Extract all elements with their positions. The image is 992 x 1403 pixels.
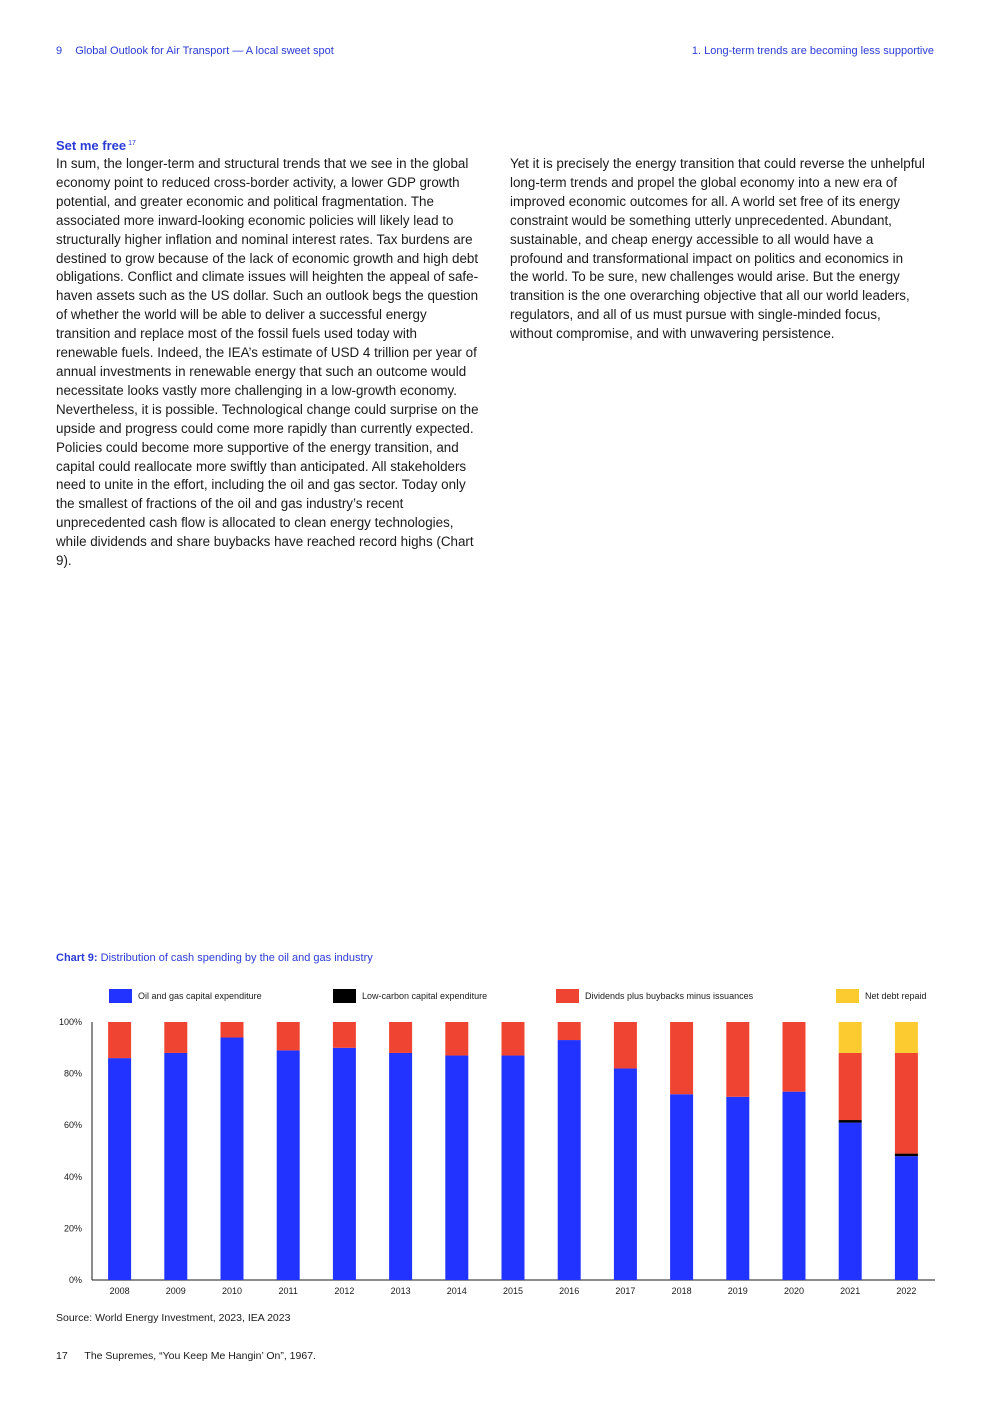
bar-segment-2015-s0 [502,1056,525,1280]
right-column [510,155,925,344]
legend-label: Net debt repaid [865,991,927,1001]
bar-segment-2012-s2 [333,1022,356,1048]
bar-segment-2013-s2 [389,1022,412,1053]
y-tick-label: 80% [63,1068,82,1079]
left-column [56,155,481,571]
bar-segment-2021-s1 [839,1120,862,1123]
chart-title [56,952,373,964]
legend-item-low-carbon-capex [333,989,487,1003]
y-tick-label: 0% [68,1275,82,1285]
bar-segment-2016-s0 [558,1040,581,1280]
stacked-bar-chart [0,1010,992,1305]
legend-item-net-debt [836,989,927,1003]
x-tick-label: 2011 [278,1286,298,1296]
body-paragraph-right: Yet it is precisely the energy transition that could reverse the unhelpful long-term trends and propel the global economy into a new era of improved economic outcomes for all. A world set free of its energy constraint would be something utterly unprecedented. Abundant, sustainable, and cheap energy accessible to all would have a profound and transformational impact on politics and economics in the world. To be sure, new challenges would arise. But the energy transition is the one overarching objective that all our world leaders, regulators, and all of us must pursue with single-minded focus, without compromise, and with unwavering persistence. [510,156,925,342]
bar-segment-2014-s0 [445,1056,468,1280]
bar-segment-2022-s1 [895,1154,918,1157]
chart-label: Chart 9: [56,952,98,964]
x-tick-label: 2019 [727,1286,748,1296]
bar-segment-2011-s0 [277,1050,300,1280]
bar-segment-2008-s2 [108,1022,131,1058]
running-header-section: 1. Long-term trends are becoming less supportive [691,45,934,57]
bar-segment-2022-s2 [895,1053,918,1154]
x-tick-label: 2012 [334,1286,355,1296]
section-title-text: Set me free [56,138,127,153]
bar-segment-2012-s0 [333,1048,356,1280]
legend-label: Oil and gas capital expenditure [138,991,262,1001]
bar-segment-2022-s0 [895,1156,918,1280]
page-number: 9 [56,45,63,57]
legend-label: Dividends plus buybacks minus issuances [585,991,754,1001]
y-tick-label: 20% [63,1223,82,1234]
x-tick-label: 2014 [446,1286,467,1296]
legend-swatch [109,989,132,1003]
x-tick-label: 2022 [896,1286,917,1296]
legend-item-dividends [556,989,753,1003]
bar-segment-2009-s0 [164,1053,187,1280]
y-tick-label: 40% [63,1171,82,1182]
bar-segment-2019-s0 [726,1097,749,1280]
chart-legend [0,989,992,1005]
bar-segment-2008-s0 [108,1058,131,1280]
footnote [56,1350,316,1362]
x-tick-label: 2016 [559,1286,580,1296]
x-tick-label: 2017 [615,1286,636,1296]
bar-segment-2018-s0 [670,1094,693,1280]
bar-segment-2017-s0 [614,1068,637,1280]
bar-segment-2019-s2 [726,1022,749,1097]
chart-source: Source: World Energy Investment, 2023, IEA 2023 [56,1312,291,1324]
section-title [56,138,136,153]
bar-segment-2016-s2 [558,1022,581,1040]
running-header-left [56,45,334,57]
bar-segment-2021-s2 [839,1053,862,1120]
bar-segment-2014-s2 [445,1022,468,1056]
x-tick-label: 2020 [783,1286,805,1296]
bar-segment-2022-s3 [895,1022,918,1053]
x-tick-label: 2008 [109,1286,130,1296]
body-paragraph-left: In sum, the longer-term and structural trends that we see in the global economy point to reduced cross-border activity, a lower GDP growth potential, and greater economic and political fragmentation. The associated more inward-looking economic policies will likely lead to structurally higher inflation and nominal interest rates. Tax burdens are destined to grow because of the lack of economic growth and high debt obligations. Conflict and climate issues will heighten the appeal of safe-haven assets such as the US dollar. Such an outlook begs the question of whether the world will be able to deliver a successful energy transition and replace most of the fossil fuels used today with renewable fuels. Indeed, the IEA’s estimate of USD 4 trillion per year of annual investments in renewable energy that such an outcome would necessitate looks vastly more challenging in a low-growth economy. Nevertheless, it is possible. Technological change could surprise on the upside and progress could come more rapidly than currently expected. Policies could become more supportive of the energy transition, and capital could reallocate more swiftly than anticipated. All stakeholders need to unite in the effort, including the oil and gas sector. Today only the smallest of fractions of the oil and gas industry’s recent unprecedented cash flow is allocated to clean energy technologies, while dividends and share buybacks have reached record highs (Chart 9). [56,156,479,569]
chart-title-text: Distribution of cash spending by the oil and gas industry [100,952,373,964]
y-tick-label: 100% [58,1017,82,1027]
legend-swatch [556,989,579,1003]
bar-segment-2017-s2 [614,1022,637,1068]
bar-segment-2013-s0 [389,1053,412,1280]
footnote-text: The Supremes, “You Keep Me Hangin’ On”, 1967. [84,1350,316,1362]
document-title: Global Outlook for Air Transport — A local sweet spot [75,45,334,57]
footnote-ref[interactable]: 17 [128,139,136,147]
legend-label: Low-carbon capital expenditure [362,991,488,1001]
bar-segment-2011-s2 [277,1022,300,1050]
bar-segment-2021-s3 [839,1022,862,1053]
bar-segment-2010-s0 [221,1037,244,1280]
x-tick-label: 2013 [390,1286,411,1296]
bar-segment-2009-s2 [164,1022,187,1053]
x-tick-label: 2015 [502,1286,524,1296]
legend-swatch [836,989,859,1003]
bar-segment-2010-s2 [221,1022,244,1037]
x-tick-label: 2010 [221,1286,243,1296]
legend-swatch [333,989,356,1003]
legend-item-oil-gas-capex [109,989,262,1003]
bar-segment-2015-s2 [502,1022,525,1056]
bar-segment-2021-s0 [839,1123,862,1280]
bar-segment-2020-s0 [783,1092,806,1280]
bar-segment-2020-s2 [783,1022,806,1092]
y-tick-label: 60% [63,1120,82,1131]
x-tick-label: 2009 [165,1286,186,1296]
x-tick-label: 2021 [840,1286,861,1296]
bar-segment-2018-s2 [670,1022,693,1094]
footnote-number: 17 [56,1350,68,1362]
x-tick-label: 2018 [671,1286,692,1296]
